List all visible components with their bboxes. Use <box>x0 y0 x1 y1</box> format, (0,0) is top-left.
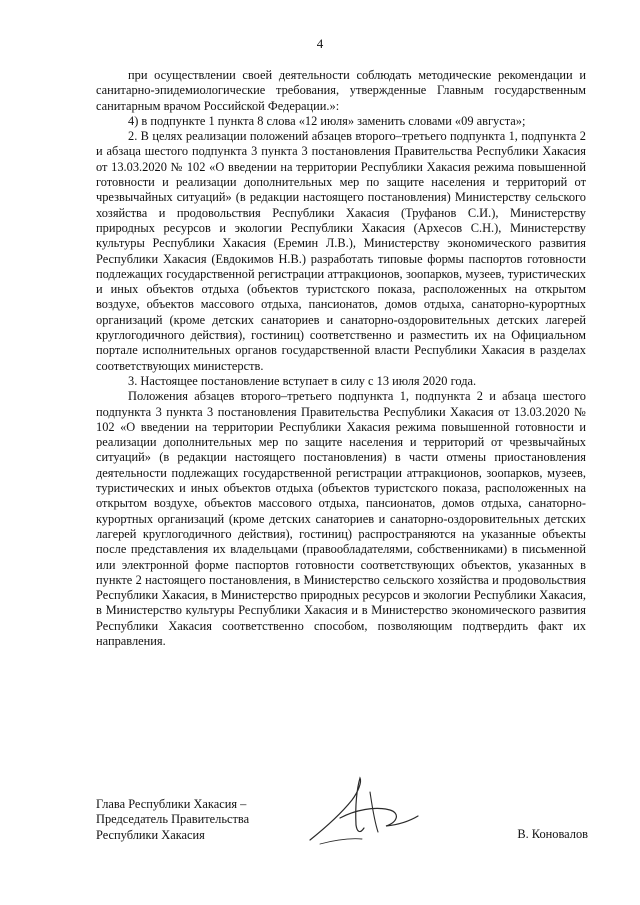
paragraph-item-3: 3. Настоящее постановление вступает в силу с 13 июля 2020 года. <box>128 373 477 388</box>
signatory-title <box>96 797 249 843</box>
signatory-name: В. Коновалов <box>517 827 588 841</box>
signatory-title-line: Глава Республики Хакасия – <box>96 797 247 811</box>
handwritten-signature <box>300 770 430 850</box>
paragraph-item-2: 2. В целях реализации положений абзацев второго–третьего подпункта 1, подпункта 2 и абзаца шестого подпункта 3 пункта 3 постановления Правительства Республики Хакасия от 13.03.2020 № 102 «О введении на территории Республики Хакасия режима повышенной готовности и реализации дополнительных мер по защите населения и территорий от чрезвычайных ситуаций» (в редакции настоящего постановления) Министерству сельского хозяйства и продовольствия Республики Хакасия (Труфанов С.И.), Министерству природных ресурсов и экологии Республики Хакасия (Архесов С.Н.), Министерству культуры Республики Хакасия (Еремин Л.В.), Министерству экономического развития Республики Хакасия (Евдокимов Н.В.) разработать типовые формы паспортов готовности подлежащих государственной регистрации аттракционов, зоопарков, музеев, туристических и иных объектов отдыха (объектов туристского показа, расположенных на открытом воздухе, объектов массового отдыха, пансионатов, домов отдыха, санаторно-курортных организаций (кроме детских санаториев и санаторно-оздоровительных детских лагерей круглогодичного действия), гостиниц) соответственно и разместить их на Официальном портале исполнительных органов государственной власти Республики Хакасия в разделах соответствующих министерств. <box>96 129 586 373</box>
signatory-title-line: Республики Хакасия <box>96 827 205 842</box>
paragraph-continuation: при осуществлении своей деятельности соблюдать методические рекомендации и санитарно-эпидемиологические требования, утвержденные Главным государственным санитарным врачом Российской Федерации.»: <box>96 68 586 113</box>
signatory-title-line: Председатель Правительства <box>96 812 250 827</box>
paragraph-provisions: Положения абзацев второго–третьего подпункта 1, подпункта 2 и абзаца шестого подпункта 3 пункта 3 постановления Правительства Республики Хакасия от 13.03.2020 № 102 «О введении на территории Республики Хакасия режима повышенной готовности и реализации дополнительных мер по защите населения и территорий от чрезвычайных ситуаций» (в редакции настоящего постановления) в части отмены приостановления деятельности подлежащих государственной регистрации аттракционов, зоопарков, музеев, туристических и иных объектов отдыха (объектов туристского показа, расположенных на открытом воздухе, объектов массового отдыха, пансионатов, домов отдыха, санаторно-курортных организаций (кроме детских санаториев и санаторно-оздоровительных детских лагерей круглогодичного действия), гостиниц) распространяются на указанные объекты после представления их владельцами (правообладателями, собственниками) в письменной или электронной форме паспортов готовности соответствующих объектов, указанных в пункте 2 настоящего постановления, в Министерство сельского хозяйства и продовольствия Республики Хакасия, в Министерство природных ресурсов и экологии Республики Хакасия, в Министерство культуры Республики Хакасия и в Министерство экономического развития Республики Хакасия соответственно способом, позволяющим подтвердить факт их направления. <box>96 389 586 648</box>
paragraph-amendment-4: 4) в подпункте 1 пункта 8 слова «12 июля» заменить словами «09 августа»; <box>128 113 526 128</box>
document-body <box>96 68 586 649</box>
page-number: 4 <box>316 36 324 51</box>
